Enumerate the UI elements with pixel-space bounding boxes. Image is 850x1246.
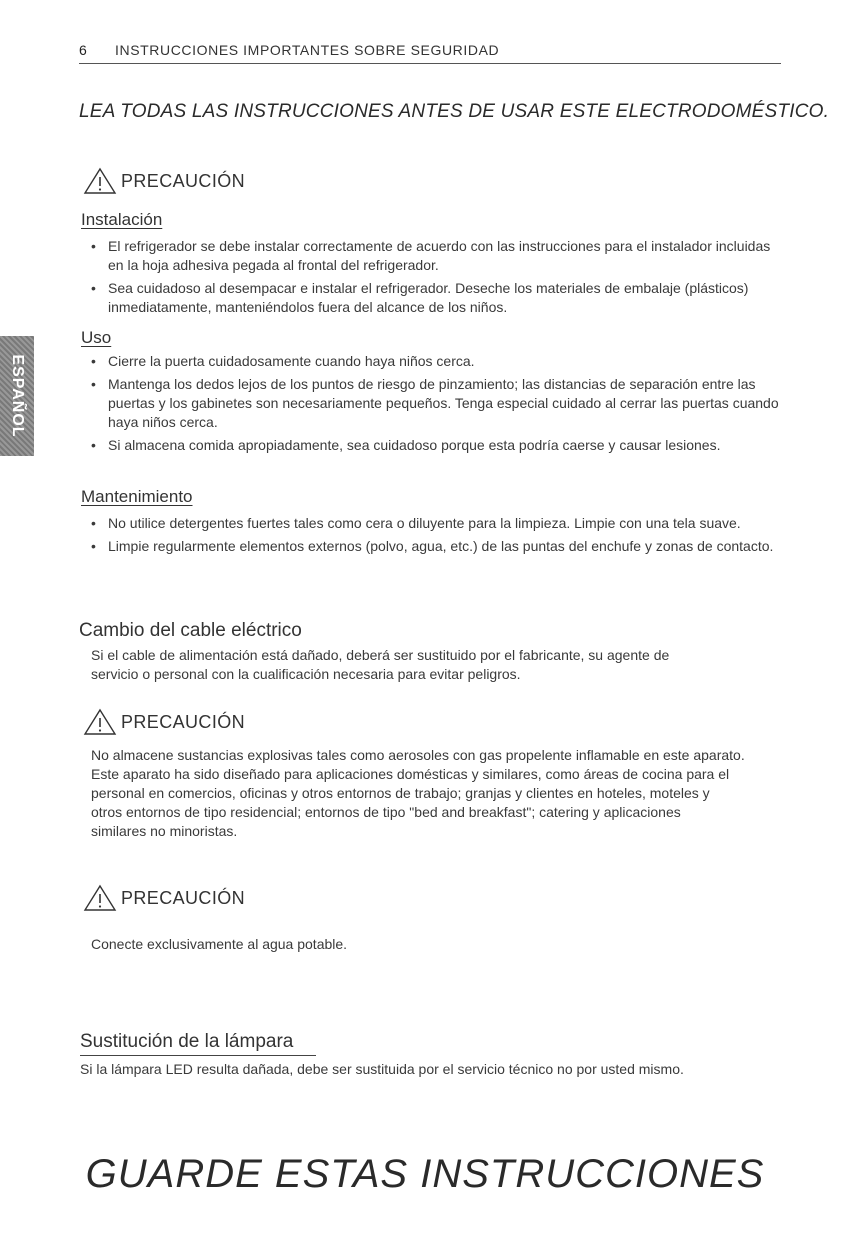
list-item: • El refrigerador se debe instalar correctamente de acuerdo con las instrucciones para el instalador incluidas en la hoja adhesiva pegada al frontal del refrigerador.	[88, 237, 788, 275]
use-list	[88, 352, 788, 459]
caution-label: PRECAUCIÓN	[121, 887, 246, 908]
text-line: No almacene sustancias explosivas tales como aerosoles con gas propelente inflamable en este aparato.	[91, 747, 745, 763]
list-item: • Si almacena comida apropiadamente, sea cuidadoso porque esta podría caerse y causar lesiones.	[88, 436, 788, 455]
page-number: 6	[79, 42, 87, 58]
text-line: personal en comercios, oficinas y otros entornos de trabajo; granjas y clientes en hoteles, moteles y	[91, 785, 710, 801]
text-line: servicio o personal con la cualificación necesaria para evitar peligros.	[91, 666, 521, 682]
maintenance-list	[88, 514, 788, 560]
warning-triangle-icon	[83, 167, 117, 195]
text-line: Este aparato ha sido diseñado para aplicaciones domésticas y similares, como áreas de cocina para el	[91, 766, 730, 782]
caution-heading-1	[83, 167, 245, 195]
caution-label: PRECAUCIÓN	[121, 711, 246, 732]
text-line: otros entornos de tipo residencial; entornos de tipo "bed and breakfast"; catering y aplicaciones	[91, 804, 681, 820]
list-item: • Cierre la puerta cuidadosamente cuando haya niños cerca.	[88, 352, 788, 371]
installation-title: Instalación	[81, 210, 163, 229]
list-item: • Mantenga los dedos lejos de los puntos de riesgo de pinzamiento; las distancias de separación entre las puertas y los gabinetes son necesariamente pequeños. Tenga especial cuidado al cerrar las puertas cuando haya niños cerca.	[88, 375, 788, 432]
cable-title: Cambio del cable eléctrico	[79, 620, 302, 641]
text-line: Si el cable de alimentación está dañado, deberá ser sustituido por el fabricante, su agente de	[91, 647, 670, 663]
caution-label: PRECAUCIÓN	[121, 170, 246, 191]
maintenance-title: Mantenimiento	[81, 487, 193, 506]
lead-warning: LEA TODAS LAS INSTRUCCIONES ANTES DE USAR ESTE ELECTRODOMÉSTICO.	[79, 101, 830, 122]
caution2-text	[91, 746, 850, 841]
list-item: • No utilice detergentes fuertes tales como cera o diluyente para la limpieza. Limpie con una tela suave.	[88, 514, 788, 533]
footer-save-instructions: GUARDE ESTAS INSTRUCCIONES	[85, 1152, 765, 1196]
list-item: • Limpie regularmente elementos externos (polvo, agua, etc.) de las puntas del enchufe y zonas de contacto.	[88, 537, 788, 556]
header-title: INSTRUCCIONES IMPORTANTES SOBRE SEGURIDAD	[115, 42, 500, 58]
warning-triangle-icon	[83, 708, 117, 736]
lamp-title: Sustitución de la lámpara	[80, 1031, 316, 1056]
caution-heading-3	[83, 884, 245, 912]
caution3-text: Conecte exclusivamente al agua potable.	[91, 936, 348, 952]
language-side-tab	[0, 336, 34, 456]
lamp-text: Si la lámpara LED resulta dañada, debe ser sustituida por el servicio técnico no por usted mismo.	[80, 1061, 684, 1077]
caution-heading-2	[83, 708, 245, 736]
warning-triangle-icon	[83, 884, 117, 912]
use-title: Uso	[81, 328, 112, 347]
text-line: similares no minoristas.	[91, 823, 238, 839]
list-item: • Sea cuidadoso al desempacar e instalar el refrigerador. Deseche los materiales de embalaje (plásticos) inmediatamente, manteniéndolos fuera del alcance de los niños.	[88, 279, 788, 317]
cable-text	[91, 646, 850, 684]
language-label: ESPAÑOL	[9, 354, 26, 438]
page-header	[79, 42, 781, 64]
installation-list	[88, 237, 788, 321]
